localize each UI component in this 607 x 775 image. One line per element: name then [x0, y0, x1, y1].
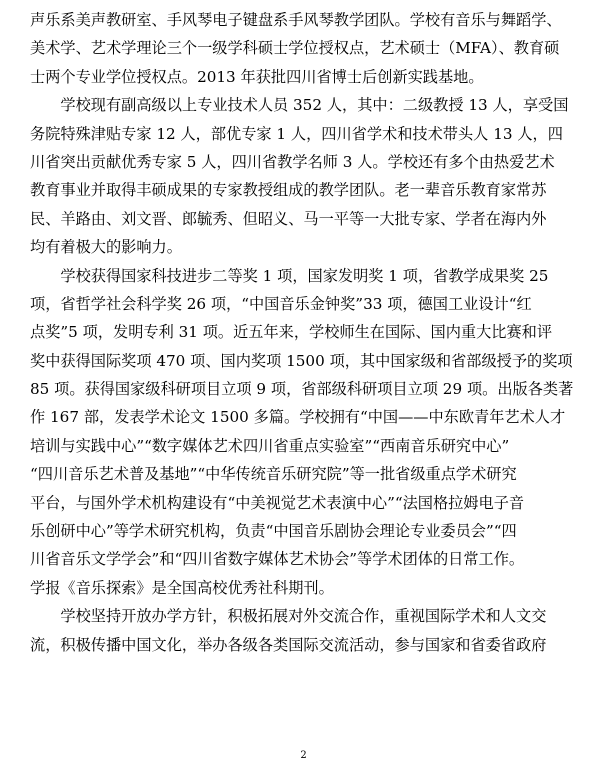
text-line: 学校坚持开放办学方针，积极拓展对外交流合作，重视国际学术和人文交	[30, 607, 547, 626]
body-text	[30, 6, 578, 659]
page-number: 2	[300, 750, 307, 761]
text-line: 奖中获得国际奖项 470 项、国内奖项 1500 项，其中国家级和省部级授予的奖项	[30, 351, 573, 370]
text-line: 85 项。获得国家级科研项目立项 9 项，省部级科研项目立项 29 项。出版各类著	[30, 380, 574, 399]
text-line: 川省突出贡献优秀专家 5 人，四川省教学名师 3 人。学校还有多个由热爱艺术	[30, 152, 555, 171]
text-line: 美术学、艺术学理论三个一级学科硕士学位授权点，艺术硕士（MFA）、教育硕	[30, 39, 560, 58]
text-line: 平台，与国外学术机构建设有“中美视觉艺术表演中心”“法国格拉姆电子音	[30, 493, 525, 512]
text-line: 教育事业并取得丰硕成果的专家教授组成的教学团队。老一辈音乐教育家常苏	[30, 181, 547, 200]
text-line: 作 167 部，发表学术论文 1500 多篇。学校拥有“中国——中东欧青年艺术人才	[30, 408, 566, 427]
text-line: 点奖”5 项，发明专利 31 项。近五年来，学校师生在国际、国内重大比赛和评	[30, 323, 553, 342]
text-line: 培训与实践中心”“数字媒体艺术四川省重点实验室”“西南音乐研究中心”	[30, 436, 510, 455]
text-line: 学校现有副高级以上专业技术人员 352 人，其中：二级教授 13 人，享受国	[30, 96, 569, 115]
text-line: 流，积极传播中国文化，举办各级各类国际交流活动，参与国家和省委省政府	[30, 635, 547, 654]
text-line: 民、羊路由、刘文晋、郎毓秀、但昭义、马一平等一大批专家、学者在海内外	[30, 209, 547, 228]
text-line: “四川音乐艺术普及基地”“中华传统音乐研究院”等一批省级重点学术研究	[30, 465, 517, 484]
text-line: 均有着极大的影响力。	[30, 238, 182, 257]
text-line: 学校获得国家科技进步二等奖 1 项，国家发明奖 1 项，省教学成果奖 25	[30, 266, 549, 285]
text-line: 声乐系美声教研室、手风琴电子键盘系手风琴教学团队。学校有音乐与舞蹈学、	[30, 11, 562, 29]
text-line: 乐创研中心”等学术研究机构，负责“中国音乐剧协会理论专业委员会”“四	[30, 522, 517, 541]
text-line: 项，省哲学社会科学奖 26 项，“中国音乐金钟奖”33 项，德国工业设计“红	[30, 294, 532, 313]
text-line: 川省音乐文学学会”和“四川省数字媒体艺术协会”等学术团体的日常工作。	[30, 550, 525, 569]
text-line: 务院特殊津贴专家 12 人，部优专家 1 人，四川省学术和技术带头人 13 人，四	[30, 124, 563, 143]
text-line: 学报《音乐探索》是全国高校优秀社科期刊。	[30, 578, 334, 597]
text-line: 士两个专业学位授权点。2013 年获批四川省博士后创新实践基地。	[30, 67, 484, 86]
